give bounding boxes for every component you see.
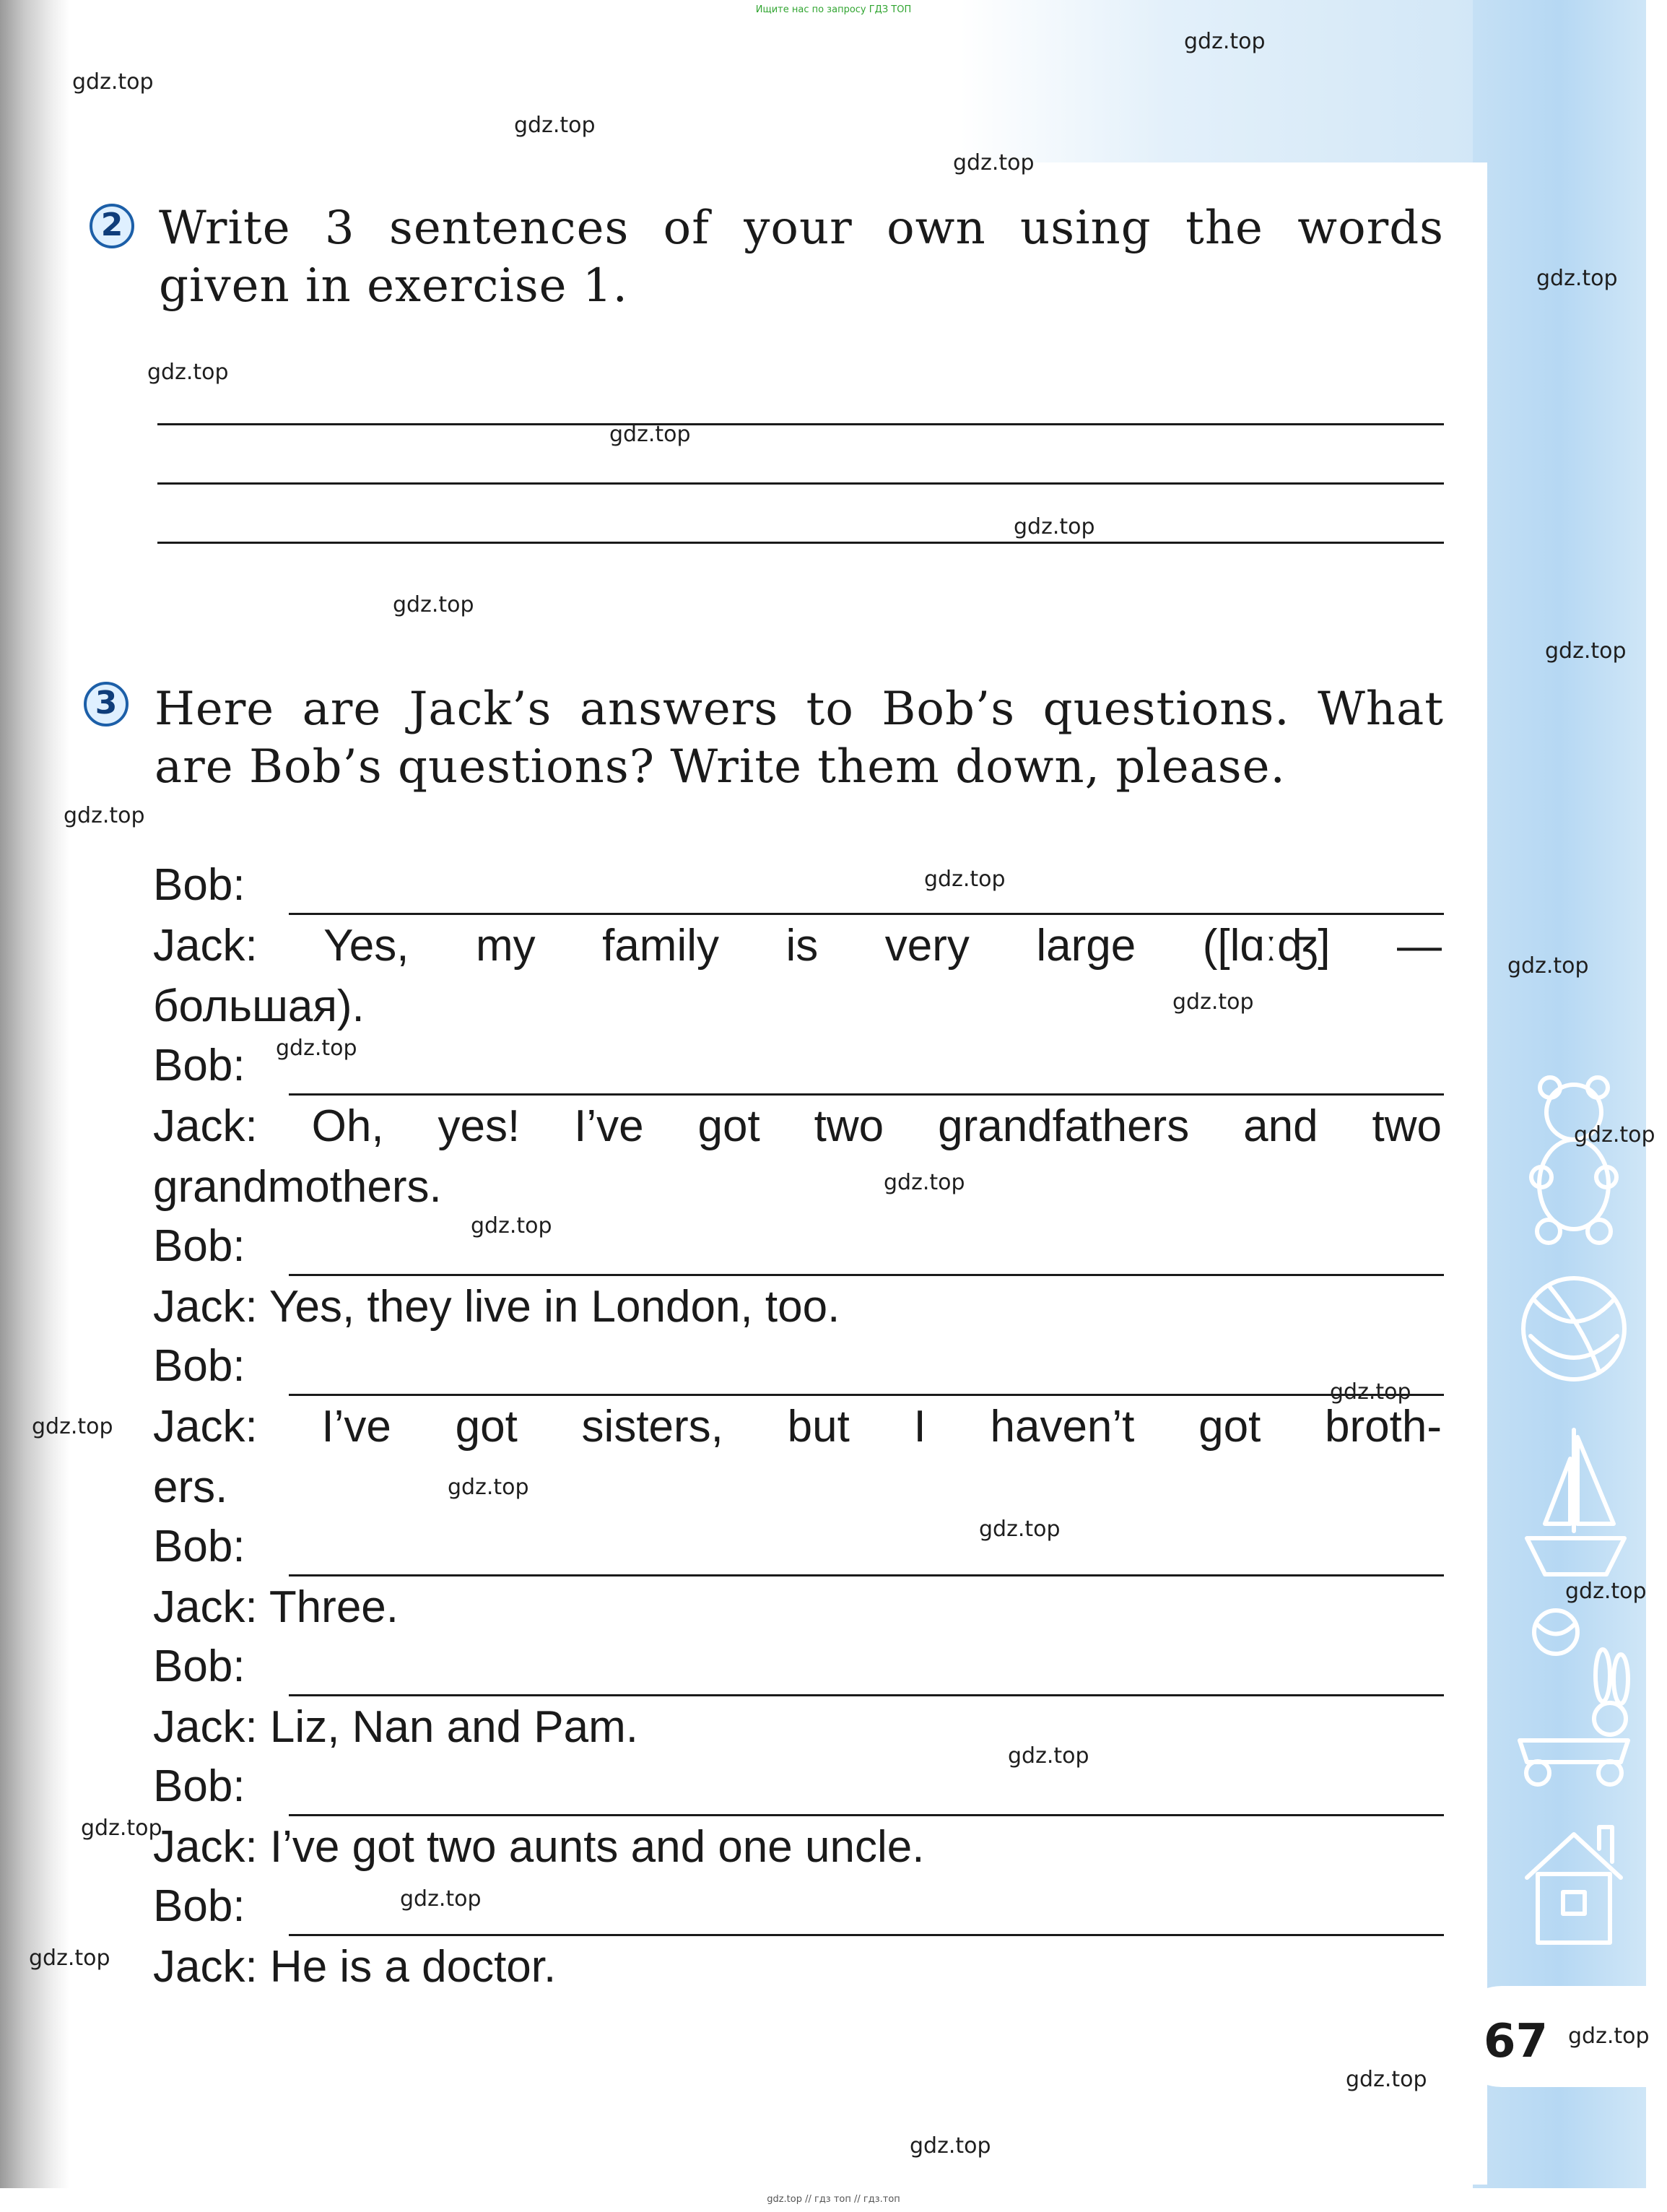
bob-answer-line[interactable]	[289, 1934, 1444, 1936]
jack-answer	[153, 1817, 1442, 1878]
bob-label: Bob:	[153, 1641, 245, 1691]
exercise-2-number: 2	[90, 204, 134, 248]
watermark: gdz.top	[609, 422, 691, 447]
watermark: gdz.top	[1568, 2024, 1650, 2049]
jack-answer-line: Jack: Three.	[153, 1582, 399, 1632]
watermark: gdz.top	[953, 150, 1035, 175]
house-icon	[1527, 1827, 1621, 1943]
bob-label: Bob:	[153, 1881, 245, 1931]
exercise-2-instruction	[159, 199, 1444, 315]
exercise-2-line-2: given in exercise 1.	[159, 259, 628, 313]
bob-label: Bob:	[153, 1522, 245, 1571]
watermark: gdz.top	[1565, 1579, 1647, 1604]
bob-label: Bob:	[153, 1761, 245, 1811]
watermark: gdz.top	[1346, 2067, 1427, 2092]
page-number: 67	[1484, 2015, 1549, 2068]
bob-label: Bob:	[153, 1341, 245, 1391]
watermark: gdz.top	[147, 360, 229, 385]
watermark: gdz.top	[1008, 1743, 1089, 1769]
jack-answer	[153, 1096, 1442, 1157]
jack-answer	[153, 1277, 1442, 1337]
watermark: gdz.top	[81, 1816, 162, 1841]
ball-icon	[1523, 1278, 1624, 1379]
jack-answer-continued	[153, 1157, 1442, 1218]
sailboat-icon	[1527, 1430, 1624, 1574]
bob-answer-line[interactable]	[289, 913, 1444, 915]
exercise-3-instruction	[154, 680, 1444, 796]
footer-note: gdz.top // гдз топ // гдз.топ	[767, 2194, 900, 2205]
watermark: gdz.top	[72, 69, 154, 95]
watermark: gdz.top	[32, 1414, 113, 1439]
answer-line-1[interactable]	[157, 423, 1444, 425]
bob-answer-line[interactable]	[289, 1093, 1444, 1096]
bob-answer-line[interactable]	[289, 1274, 1444, 1276]
jack-answer-line: Jack: He is a doctor.	[153, 1942, 557, 1992]
watermark: gdz.top	[1536, 266, 1618, 291]
rabbit-toy-icon	[1520, 1649, 1628, 1784]
watermark: gdz.top	[979, 1517, 1061, 1542]
bob-label: Bob:	[153, 1221, 245, 1271]
jack-answer-line: Jack: Yes, my family is very large ([lɑːʤ] —	[153, 921, 1442, 971]
teddy-bear-icon	[1531, 1077, 1616, 1243]
watermark: gdz.top	[1507, 953, 1589, 979]
jack-answer-line: grandmothers.	[153, 1162, 442, 1212]
watermark: gdz.top	[1330, 1379, 1411, 1405]
small-ball-icon	[1534, 1610, 1577, 1654]
jack-answer-line: Jack: Oh, yes! I’ve got two grandfathers and two	[153, 1101, 1442, 1151]
jack-answer	[153, 916, 1442, 976]
jack-answer	[153, 1697, 1442, 1758]
watermark: gdz.top	[276, 1036, 357, 1061]
answer-line-3[interactable]	[157, 542, 1444, 544]
jack-answer-continued	[153, 1457, 1442, 1518]
right-page-edge	[1646, 0, 1667, 2212]
watermark: gdz.top	[471, 1213, 552, 1239]
bob-answer-line[interactable]	[289, 1574, 1444, 1576]
watermark: gdz.top	[924, 867, 1006, 892]
header-note: Ищите нас по запросу ГДЗ ТОП	[755, 4, 912, 15]
exercise-3-line-1: Here are Jack’s answers to Bob’s questions. What	[154, 682, 1444, 736]
page-gutter-shadow	[0, 0, 69, 2212]
bob-label: Bob:	[153, 860, 245, 910]
watermark: gdz.top	[1574, 1122, 1655, 1148]
watermark: gdz.top	[393, 592, 474, 617]
bob-answer-line[interactable]	[289, 1814, 1444, 1816]
watermark: gdz.top	[884, 1170, 965, 1195]
watermark: gdz.top	[448, 1475, 529, 1500]
watermark: gdz.top	[910, 2133, 991, 2159]
toy-line-art	[1505, 1069, 1642, 1964]
jack-answer-line: Jack: I’ve got two aunts and one uncle.	[153, 1822, 925, 1872]
jack-answer-line: Jack: Yes, they live in London, too.	[153, 1282, 840, 1332]
jack-answer	[153, 1937, 1442, 1998]
jack-answer-line: Jack: I’ve got sisters, but I haven’t got broth-	[153, 1402, 1442, 1452]
watermark: gdz.top	[1014, 514, 1095, 539]
bob-label: Bob:	[153, 1041, 245, 1090]
exercise-3-number: 3	[84, 682, 129, 727]
watermark: gdz.top	[1545, 638, 1627, 664]
answer-line-2[interactable]	[157, 482, 1444, 485]
watermark: gdz.top	[1172, 989, 1254, 1015]
jack-answer	[153, 1577, 1442, 1638]
jack-answer-line: ers.	[153, 1462, 228, 1512]
watermark: gdz.top	[1184, 29, 1266, 54]
jack-answer-line: Jack: Liz, Nan and Pam.	[153, 1702, 638, 1752]
watermark: gdz.top	[64, 803, 145, 828]
jack-answer-line: большая).	[153, 981, 365, 1031]
exercise-3-line-2: are Bob’s questions? Write them down, please.	[154, 740, 1286, 794]
bob-answer-line[interactable]	[289, 1694, 1444, 1696]
exercise-2-line-1: Write 3 sentences of your own using the words	[159, 201, 1444, 255]
bob-answer-line[interactable]	[289, 1394, 1444, 1396]
watermark: gdz.top	[29, 1946, 110, 1971]
watermark: gdz.top	[400, 1886, 482, 1912]
watermark: gdz.top	[514, 113, 596, 138]
jack-answer	[153, 1397, 1442, 1457]
